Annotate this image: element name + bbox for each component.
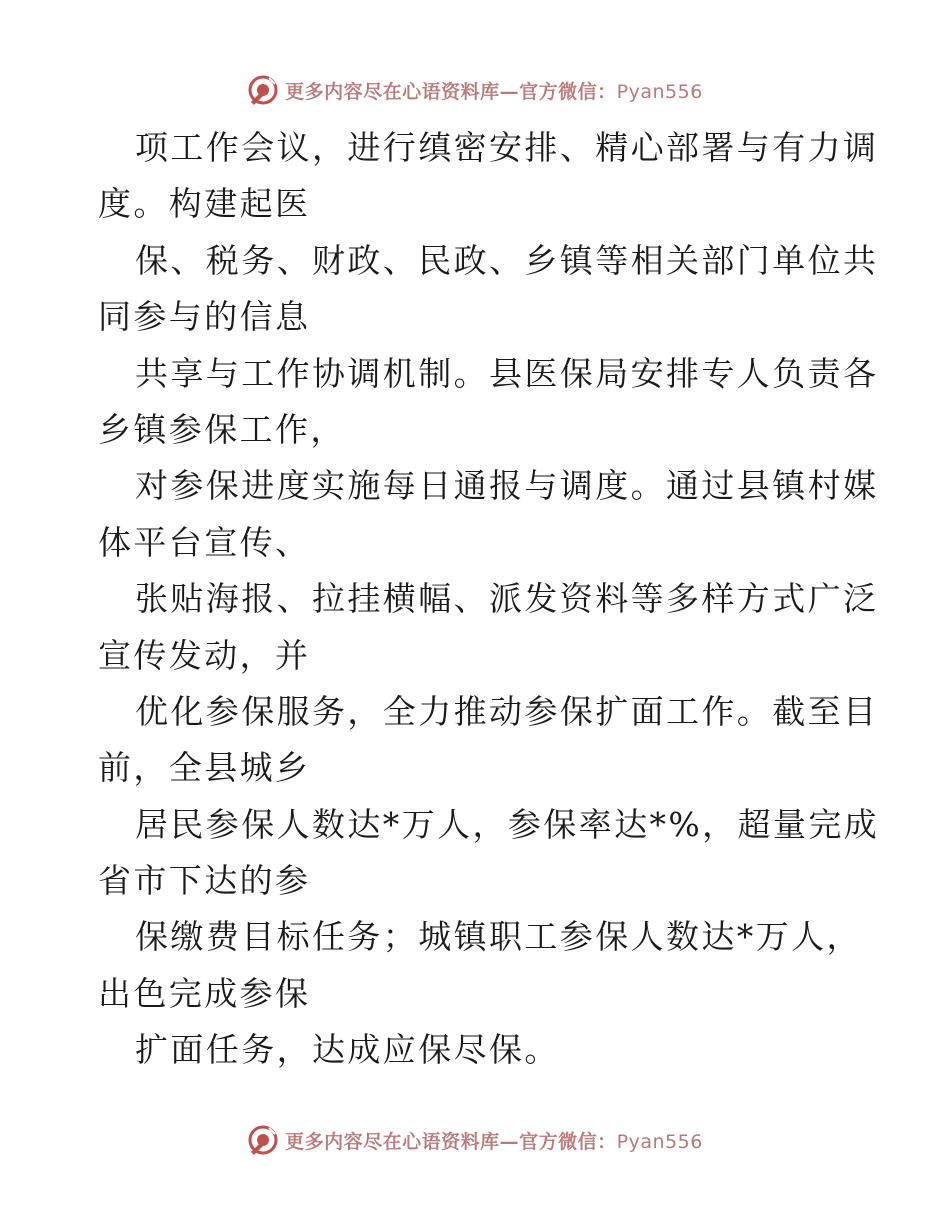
body-line: 共享与工作协调机制。县医保局安排专人负责各: [135, 353, 879, 393]
body-line: 保、税务、财政、民政、乡镇等相关部门单位共: [135, 240, 879, 280]
header-banner-text: [285, 77, 703, 104]
body-line: 项工作会议，进行缜密安排、精心部署与有力调: [135, 128, 879, 167]
footer-banner-cn: 更多内容尽在心语资料库—官方微信：: [285, 1130, 617, 1153]
body-line: 省市下达的参: [98, 861, 311, 901]
body-line: 保缴费目标任务；城镇职工参保人数达*万人，: [135, 917, 862, 957]
body-line: 体平台宣传、: [98, 522, 311, 562]
pen-logo-icon: [247, 74, 279, 106]
body-line: 同参与的信息: [98, 297, 311, 337]
footer-banner: [0, 1120, 950, 1160]
body-line: 宣传发动，并: [98, 635, 311, 675]
body-line: 居民参保人数达*万人，参保率达*%，超量完成: [135, 804, 880, 844]
document-body: [98, 120, 880, 1079]
footer-banner-text: [285, 1127, 703, 1154]
body-line: 度。构建起医: [98, 184, 311, 224]
body-line: 出色完成参保: [98, 973, 311, 1013]
pen-logo-icon: [247, 1124, 279, 1156]
body-line: 乡镇参保工作，: [98, 409, 346, 449]
header-banner-cn: 更多内容尽在心语资料库—官方微信：: [285, 80, 617, 103]
body-line: 张贴海报、拉挂横幅、派发资料等多样方式广泛: [135, 579, 879, 619]
footer-banner-id: Pyan556: [616, 1130, 703, 1153]
body-line: 对参保进度实施每日通报与调度。通过县镇村媒: [135, 466, 879, 506]
body-line: 前，全县城乡: [98, 748, 311, 788]
body-line: 扩面任务，达成应保尽保。: [135, 1030, 560, 1070]
header-banner: [0, 70, 950, 110]
header-banner-id: Pyan556: [616, 80, 703, 103]
body-line: 优化参保服务，全力推动参保扩面工作。截至目: [135, 691, 879, 731]
